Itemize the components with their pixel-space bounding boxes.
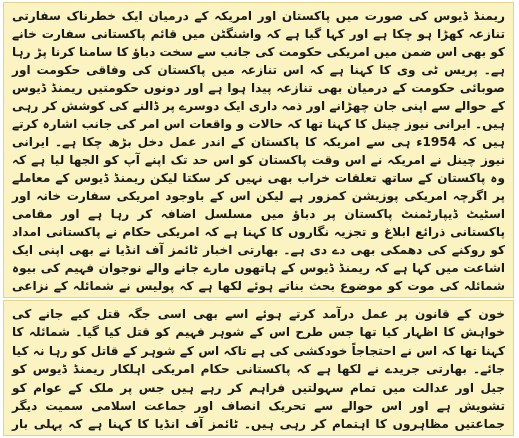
article-clip-top — [3, 2, 514, 298]
article-paragraph-top: ریمنڈ ڈیوس کی صورت میں پاکستان اور امریکہ کے درمیان ایک خطرناک سفارتی تنازعہ کھڑا ہو چکا ہے اور کہا گیا ہے کہ واشنگٹن میں قائم پاکستانی سفارت خانے کو بھی اس ضمن میں امریکی حکومت کی جانب سے سخت دباؤ کا سامنا کرنا پڑ رہا ہے۔ پریس ٹی وی کا کہنا ہے کہ اس تنازعہ میں پاکستان کی وفاقی حکومت اور صوبائی حکومت کے درمیان بھی تنازعہ پیدا ہوا ہے اور دونوں حکومتیں ریمنڈ ڈیوس کے حوالے سے اپنی جان چھڑانے اور ذمہ داری ایک دوسرے پر ڈالنے کی کوشش کر رہی ہیں۔ ایرانی نیوز چینل کا کہنا تھا کہ حالات و واقعات اس امر کی جانب اشارہ کرتے ہیں کہ 1954ء ہی سے امریکہ کا پاکستان کے اندر عمل دخل بڑھ چکا ہے۔ ایرانی نیوز چینل نے امریکہ نے اس وقت پاکستان کو اس حد تک اپنے آپ کو الجھا لیا ہے کہ وہ پاکستان کے ساتھ تعلقات خراب بھی نہیں کر سکتا لیکن ریمنڈ ڈیوس کے معاملے پر اگرچہ امریکی پوزیشن کمزور ہے لیکن اس کے باوجود امریکی سفارت خانہ اور اسٹیٹ ڈیپارٹمنٹ پاکستان پر دباؤ میں مسلسل اضافہ کر رہا ہے اور مقامی پاکستانی ذرائع ابلاغ و تجزیہ نگاروں کا کہنا ہے کہ امریکی حکام نے پاکستانی امداد کو روکنے کی دھمکی بھی دے دی ہے۔ بھارتی اخبار ٹائمز آف انڈیا نے بھی اپنی ایک اشاعت میں کہا ہے کہ ریمنڈ ڈیوس کے ہاتھوں مارے جانے والے نوجوان فہیم کی بیوہ شمائلہ کی موت کو موضوع بحث بناتے ہوئے لکھا ہے کہ پولیس نے شمائلہ کے نزاعی — [12, 9, 505, 293]
article-clip-bottom — [3, 300, 514, 436]
article-paragraph-bottom: خون کے قانون پر عمل درآمد کرتے ہوئے اسے بھی اسی جگہ قتل کیے جانے کی خواہش کا اظہار کیا تھا جس طرح اس کے شوہر فہیم کو قتل کیا گیا۔ شمائلہ کا کہنا تھا کہ اس نے احتجاجاً خودکشی کی ہے تاکہ اس کے شوہر کے قاتل کو رہا نہ کیا جائے۔ بھارتی جریدے نے لکھا ہے کہ پاکستانی حکام امریکی اہلکار ریمنڈ ڈیوس کو جیل اور عدالت میں تمام سہولتیں فراہم کر رہے ہیں جس پر ملک کے عوام کو تشویش ہے اور اس حوالے سے تحریک انصاف اور جماعت اسلامی سمیت دیگر جماعتیں مظاہروں کا اہتمام کر رہی ہیں۔ ٹائمز آف انڈیا کا کہنا ہے کہ پہلی بار — [12, 307, 505, 432]
